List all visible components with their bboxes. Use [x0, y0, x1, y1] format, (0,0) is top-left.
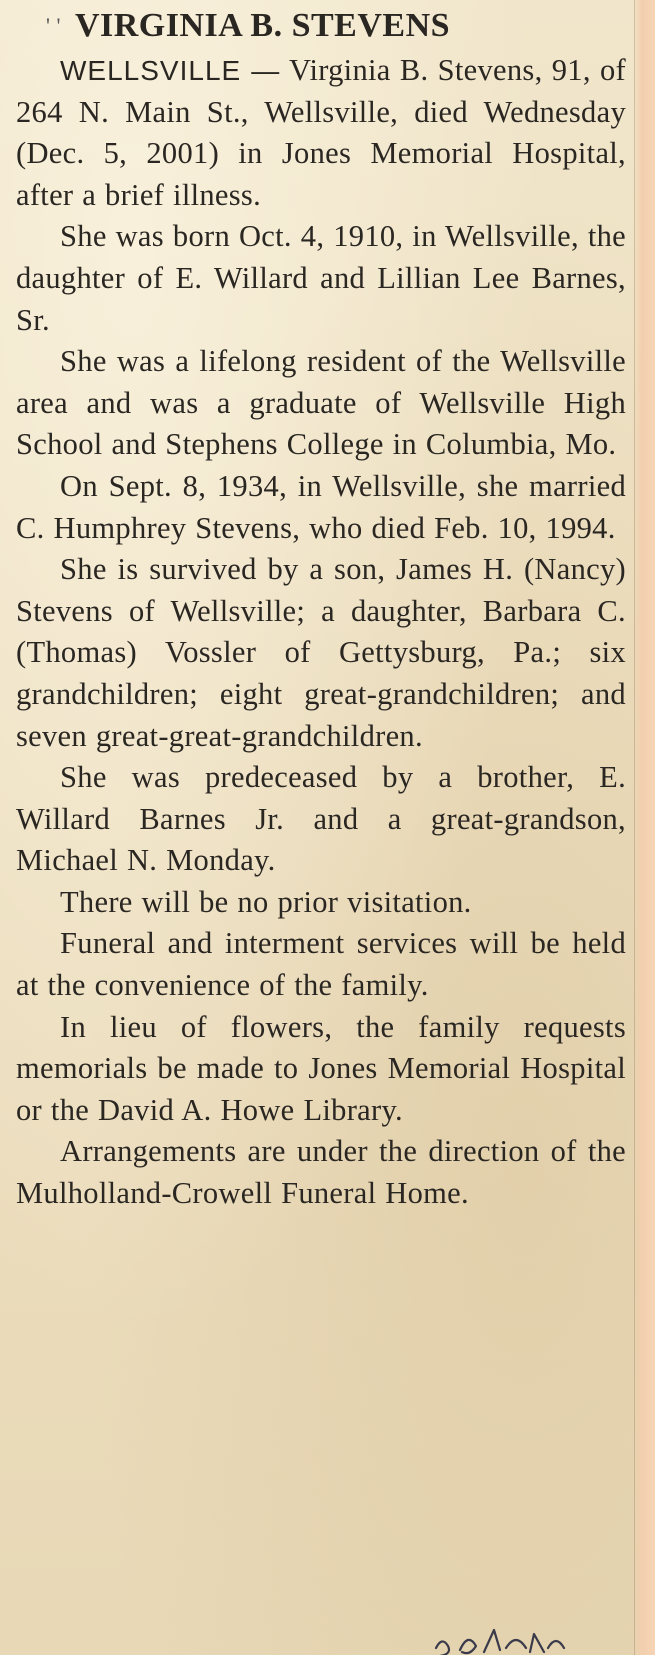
paragraph-survivors: She is survived by a son, James H. (Nancy) Stevens of Wellsville; a daughter, Barbara C. (Thomas) Vossler of Gettysburg, Pa.; six grandchildren; eight great-grandchildren; and seven great-great-grandchildren. [16, 552, 626, 753]
dateline: WELLSVILLE — [60, 55, 281, 86]
obituary-headline [16, 2, 626, 50]
paragraph-education: She was a lifelong resident of the Wellsville area and was a graduate of Wellsville High School and Stephens College in Columbia, Mo. [16, 344, 626, 462]
headline-text: VIRGINIA B. STEVENS [74, 7, 451, 44]
paragraph-memorials: In lieu of flowers, the family requests memorials be made to Jones Memorial Hospital or the David A. Howe Library. [16, 1009, 626, 1127]
paragraph-predeceased: She was predeceased by a brother, E. Willard Barnes Jr. and a great-grandson, Michael N. Monday. [16, 760, 626, 878]
handwritten-note [430, 1618, 580, 1655]
paragraph-marriage: On Sept. 8, 1934, in Wellsville, she married C. Humphrey Stevens, who died Feb. 10, 1994. [16, 468, 626, 545]
paragraph-arrangements: Arrangements are under the direction of the Mulholland-Crowell Funeral Home. [16, 1134, 626, 1211]
clipping-torn-edge [633, 0, 655, 1655]
paragraph-birth: She was born Oct. 4, 1910, in Wellsville, the daughter of E. Willard and Lillian Lee Barnes, Sr. [16, 219, 626, 337]
paragraph-death-notice [16, 50, 626, 216]
paragraph-text: Virginia B. Stevens, 91, of 264 N. Main St., Wellsville, died Wednesday (Dec. 5, 2001) in Jones Memorial Hospital, after a brief illness. [16, 53, 626, 212]
clipping-edge-line [634, 0, 635, 1655]
paragraph-visitation: There will be no prior visitation. [60, 884, 472, 919]
obituary-article [16, 2, 626, 1215]
headline-marks: ' ' [46, 13, 61, 38]
paragraph-services: Funeral and interment services will be held at the convenience of the family. [16, 926, 626, 1003]
